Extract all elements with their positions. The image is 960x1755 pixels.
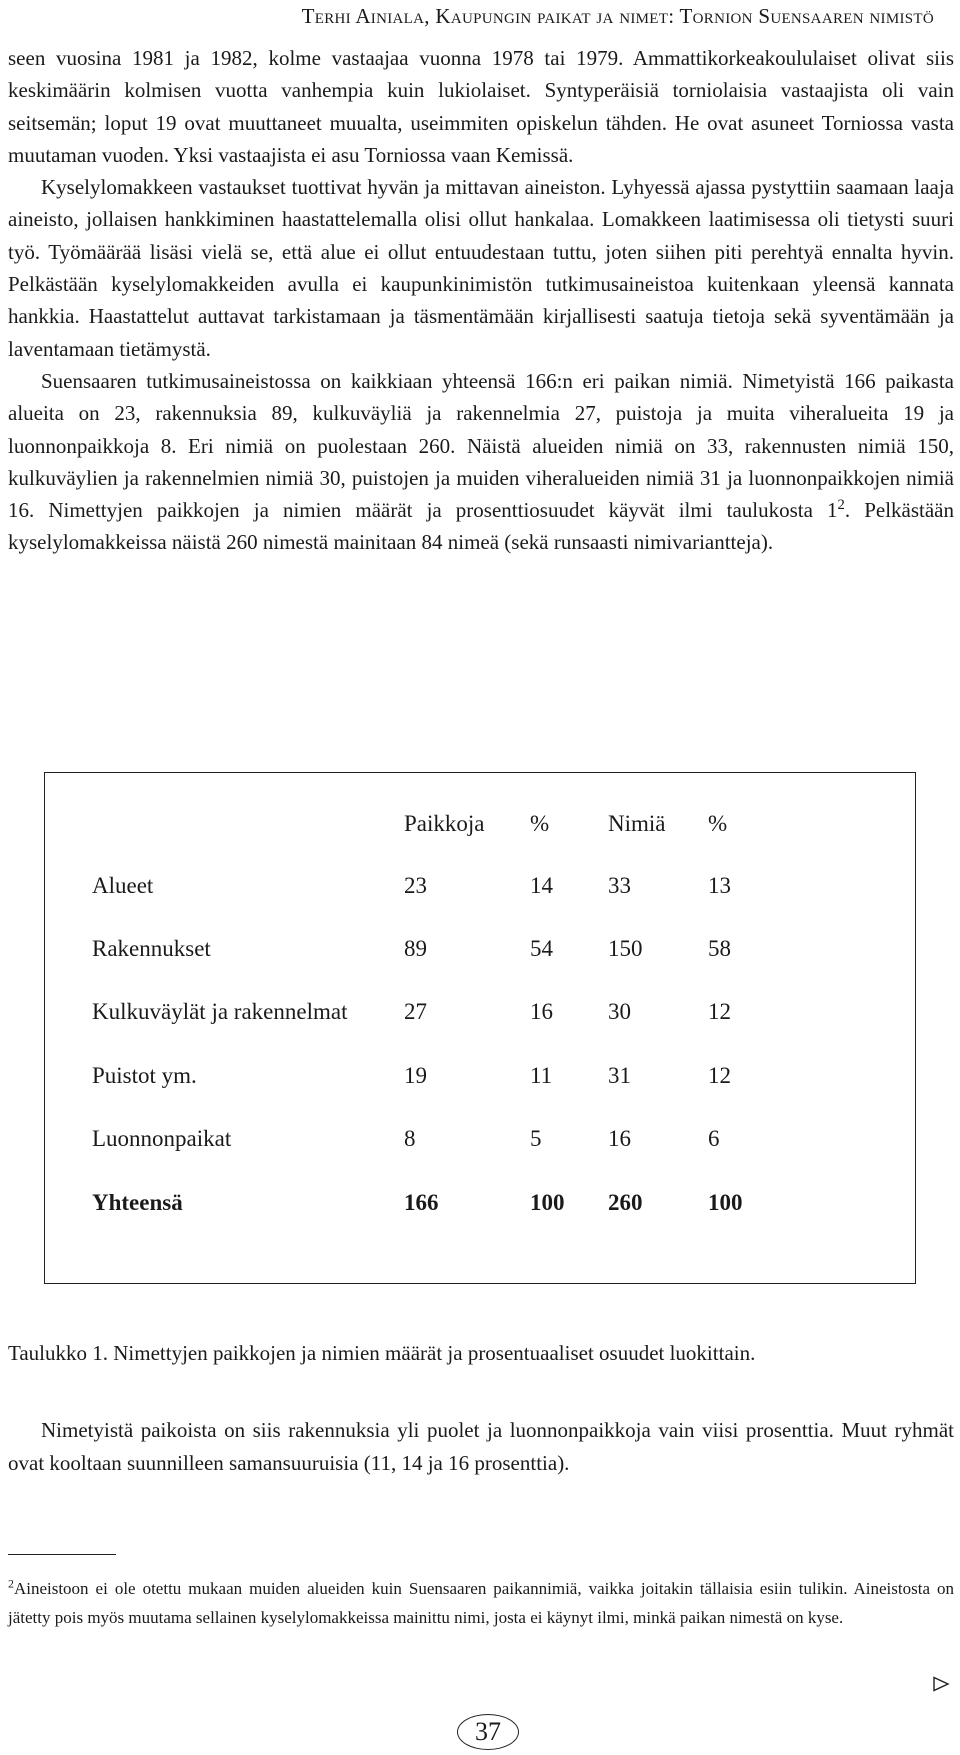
total-nimia: 260	[608, 1190, 643, 1215]
row-label: Alueet	[92, 873, 154, 898]
cell-paikkoja: 23	[404, 873, 427, 898]
paragraph-4: Nimetyistä paikoista on siis rakennuksia yli puolet ja luonnonpaikkoja vain viisi prosenttia. Muut ryhmät ovat kooltaan suunnilleen samansuuruisia (11, 14 ja 16 prosenttia).	[8, 1418, 954, 1475]
cell-nimia: 31	[608, 1063, 631, 1088]
paragraph-3	[8, 365, 954, 559]
cell-pct-2: 12	[708, 999, 731, 1024]
paragraph-3-text: Suensaaren tutkimusaineistossa on kaikkiaan yhteensä 166:n eri paikan nimiä. Nimetyistä 166 paikasta alueita on 23, rakennuksia 89, kulkuväyliä ja rakennelmia 27, puistoja ja muita viheralueita 19 ja luonnonpaikkoja 8. Eri nimiä on puolestaan 260. Näistä alueiden nimiä on 33, rakennusten nimiä 150, kulkuväylien ja rakennelmien nimiä 30, puistojen ja muiden viheralueiden nimiä 31 ja luonnonpaikkojen nimiä 16. Nimettyjen paikkojen ja nimien määrät ja prosenttiosuudet käyvät ilmi taulukosta 1	[8, 368, 954, 523]
footnote	[8, 1574, 954, 1632]
cell-nimia: 30	[608, 999, 631, 1024]
total-row-label: Yhteensä	[92, 1190, 183, 1215]
cell-pct-1: 11	[530, 1063, 553, 1088]
table-caption: Taulukko 1. Nimettyjen paikkojen ja nimien määrät ja prosentuaaliset osuudet luokittain.	[8, 1341, 756, 1365]
col-header-paikkoja: Paikkoja	[404, 811, 485, 836]
page-number: 37	[457, 1714, 519, 1750]
cell-pct-1: 14	[530, 873, 553, 898]
cell-paikkoja: 27	[404, 999, 427, 1024]
running-head: Terhi Ainiala, Kaupungin paikat ja nimet: Tornion Suensaaren nimistö	[301, 4, 934, 28]
footnote-number: 2	[8, 1576, 14, 1591]
total-paikkoja: 166	[404, 1190, 439, 1215]
cell-pct-2: 6	[708, 1126, 720, 1151]
col-header-pct-1: %	[530, 811, 550, 836]
cell-pct-1: 16	[530, 999, 553, 1024]
cell-nimia: 33	[608, 873, 631, 898]
after-table-text	[8, 1414, 954, 1480]
row-label: Puistot ym.	[92, 1063, 197, 1088]
cell-nimia: 16	[608, 1126, 631, 1151]
cell-pct-2: 58	[708, 936, 731, 961]
data-table	[44, 772, 916, 1284]
total-pct-2: 100	[708, 1190, 743, 1215]
footnote-2	[8, 1574, 954, 1632]
cell-paikkoja: 19	[404, 1063, 427, 1088]
cell-pct-1: 5	[530, 1126, 542, 1151]
next-page-triangle-icon[interactable]	[932, 1676, 950, 1692]
cell-paikkoja: 8	[404, 1126, 416, 1151]
paragraph-1: seen vuosina 1981 ja 1982, kolme vastaajaa vuonna 1978 tai 1979. Ammattikorkeakoululaiset olivat siis keskimäärin kolmisen vuotta vanhempia kuin lukiolaiset. Syntyperäisiä torniolaisia vastaajista oli vain seitsemän; loput 19 ovat muuttaneet muualta, useimmiten opiskelun tähden. He ovat asuneet Torniossa vasta muutaman vuoden. Yksi vastaajista ei asu Torniossa vaan Kemissä.	[8, 46, 954, 167]
footnote-rule	[8, 1554, 116, 1555]
cell-pct-2: 13	[708, 873, 731, 898]
paragraph-2: Kyselylomakkeen vastaukset tuottivat hyvän ja mittavan aineiston. Lyhyessä ajassa pystyttiin saamaan laaja aineisto, jollaisen hankkiminen haastattelemalla olisi ollut hankalaa. Lomakkeen laatimisessa oli tietysti suuri työ. Työmäärää lisäsi vielä se, että alue ei ollut entuudestaan tuttu, joten siihen piti perehtyä ennalta hyvin. Pelkästään kyselylomakkeiden avulla ei kaupunkinimistön tutkimusaineistoa kuitenkaan yleensä kannata hankkia. Haastattelut auttavat tarkistamaan ja täsmentämään kirjallisesti saatuja tietoja sekä syventämään ja laventamaan tietämystä.	[8, 175, 954, 361]
footnote-text: Aineistoon ei ole otettu mukaan muiden alueiden kuin Suensaaren paikannimiä, vaikka joitakin tällaisia esiin tulikin. Aineistosta on jätetty pois myös muutama sellainen kyselylomakkeissa mainittu nimi, josta ei käynyt ilmi, minkä paikan nimestä on kyse.	[8, 1579, 954, 1627]
col-header-nimia: Nimiä	[608, 811, 666, 836]
row-label: Kulkuväylät ja rakennelmat	[92, 999, 348, 1024]
body-text	[8, 42, 954, 559]
row-label: Rakennukset	[92, 936, 211, 961]
cell-paikkoja: 89	[404, 936, 427, 961]
row-label: Luonnonpaikat	[92, 1126, 232, 1151]
paragraph-3-end: . Pelkästään kyselylomakkeissa näistä 260 nimestä mainitaan 84 nimeä (sekä runsaasti nimivariantteja).	[8, 498, 954, 555]
cell-nimia: 150	[608, 936, 643, 961]
footnote-ref[interactable]: 2	[837, 497, 845, 514]
total-pct-1: 100	[530, 1190, 565, 1215]
col-header-pct-2: %	[708, 811, 728, 836]
cell-pct-2: 12	[708, 1063, 731, 1088]
cell-pct-1: 54	[530, 936, 553, 961]
